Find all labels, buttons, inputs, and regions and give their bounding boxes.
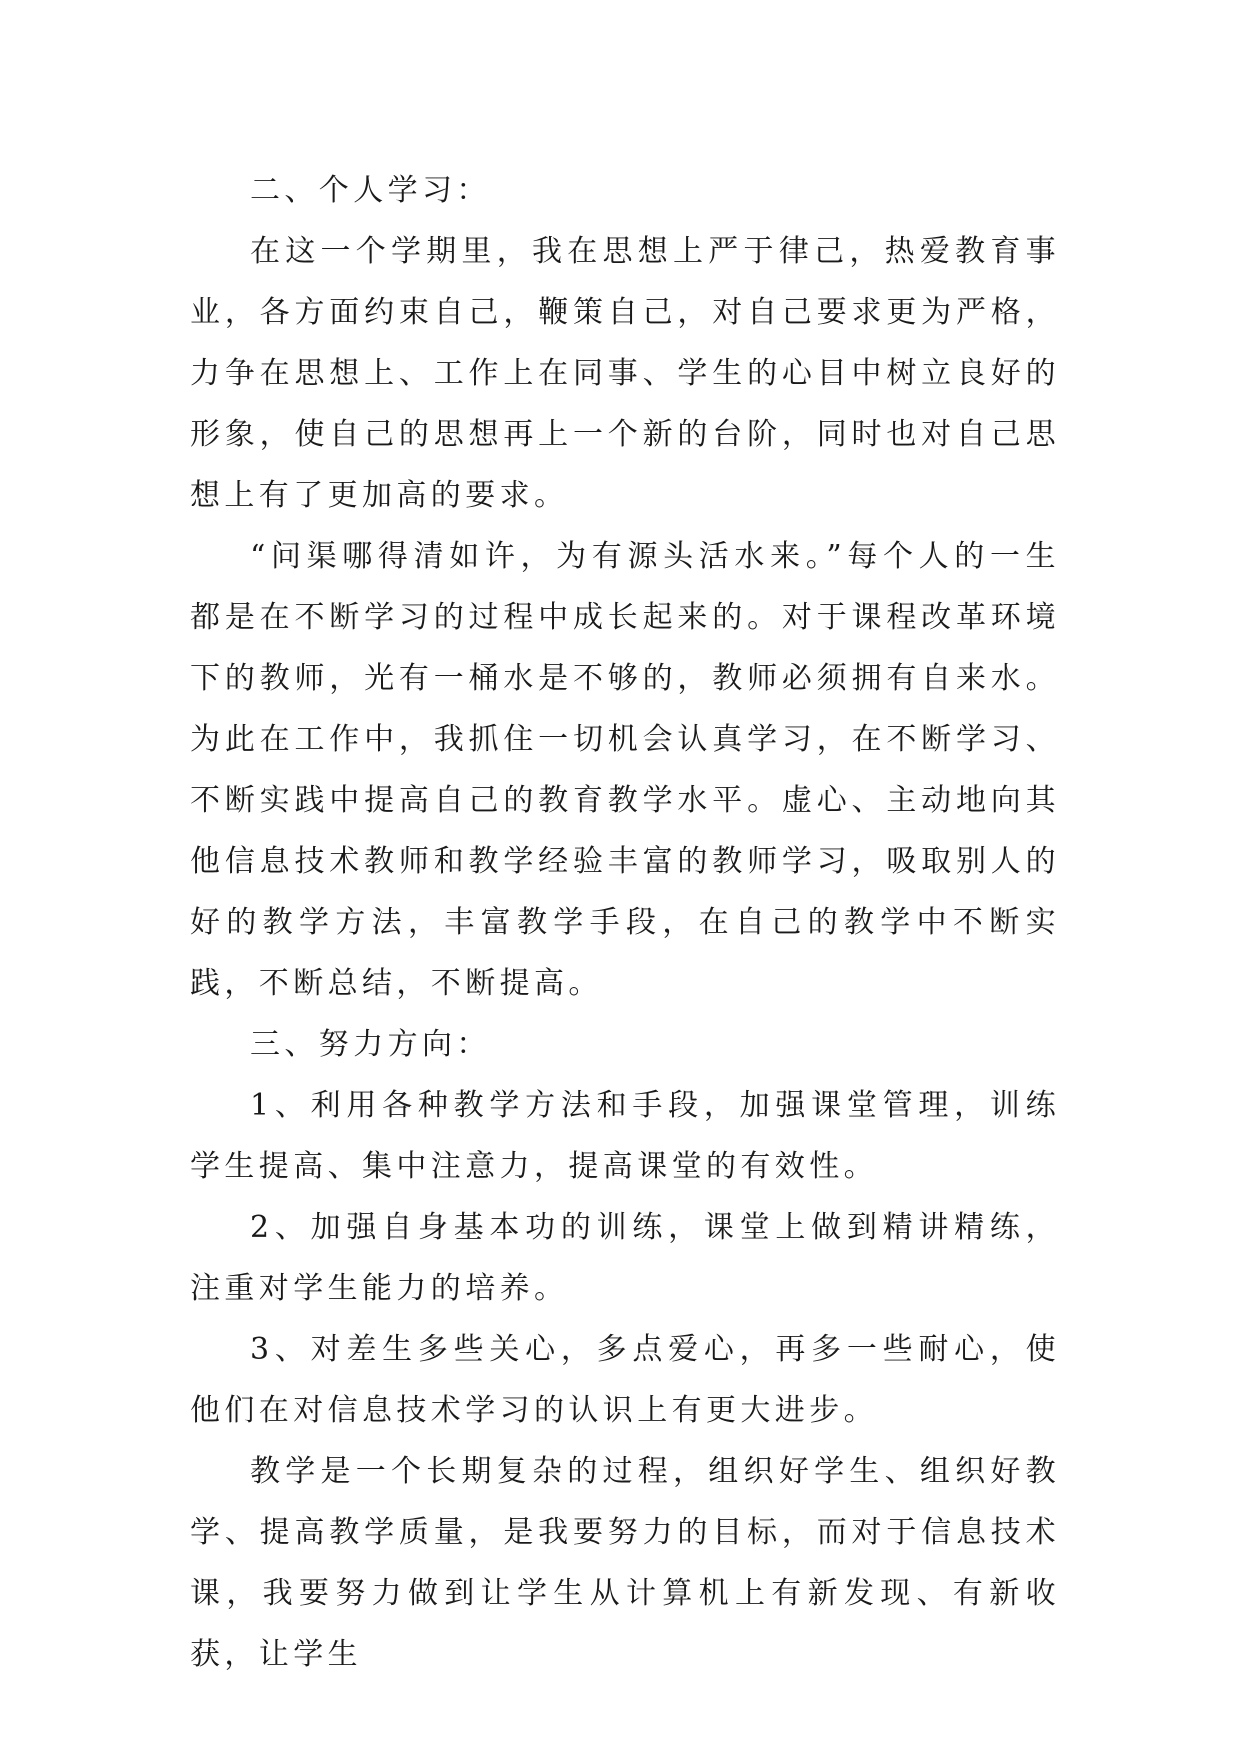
paragraph-conclusion: 教学是一个长期复杂的过程，组织好学生、组织好教学、提高教学质量，是我要努力的目标，而对于信息技术课，我要努力做到让学生从计算机上有新发现、有新收获，让学生 [190,1454,1060,1672]
list-item-1: 1、利用各种教学方法和手段，加强课堂管理，训练学生提高、集中注意力，提高课堂的有效性。 [190,1088,1060,1184]
document-body [190,160,1060,1685]
paragraph-continuous-learning: “问渠哪得清如许，为有源头活水来。”每个人的一生都是在不断学习的过程中成长起来的。对于课程改革环境下的教师，光有一桶水是不够的，教师必须拥有自来水。为此在工作中，我抓住一切机会认真学习，在不断学习、不断实践中提高自己的教育教学水平。虚心、主动地向其他信息技术教师和教学经验丰富的教师学习，吸取别人的好的教学方法，丰富教学手段，在自己的教学中不断实践，不断总结，不断提高。 [190,539,1060,1001]
list-item-3: 3、对差生多些关心，多点爱心，再多一些耐心，使他们在对信息技术学习的认识上有更大进步。 [190,1332,1060,1428]
section-heading-personal-study: 二、个人学习： [250,173,491,208]
list-item-2: 2、加强自身基本功的训练，课堂上做到精讲精练，注重对学生能力的培养。 [190,1210,1060,1306]
section-heading-directions: 三、努力方向： [250,1027,491,1062]
paragraph-self-discipline: 在这一个学期里，我在思想上严于律己，热爱教育事业，各方面约束自己，鞭策自己，对自己要求更为严格，力争在思想上、工作上在同事、学生的心目中树立良好的形象，使自己的思想再上一个新的台阶，同时也对自己思想上有了更加高的要求。 [190,234,1060,513]
